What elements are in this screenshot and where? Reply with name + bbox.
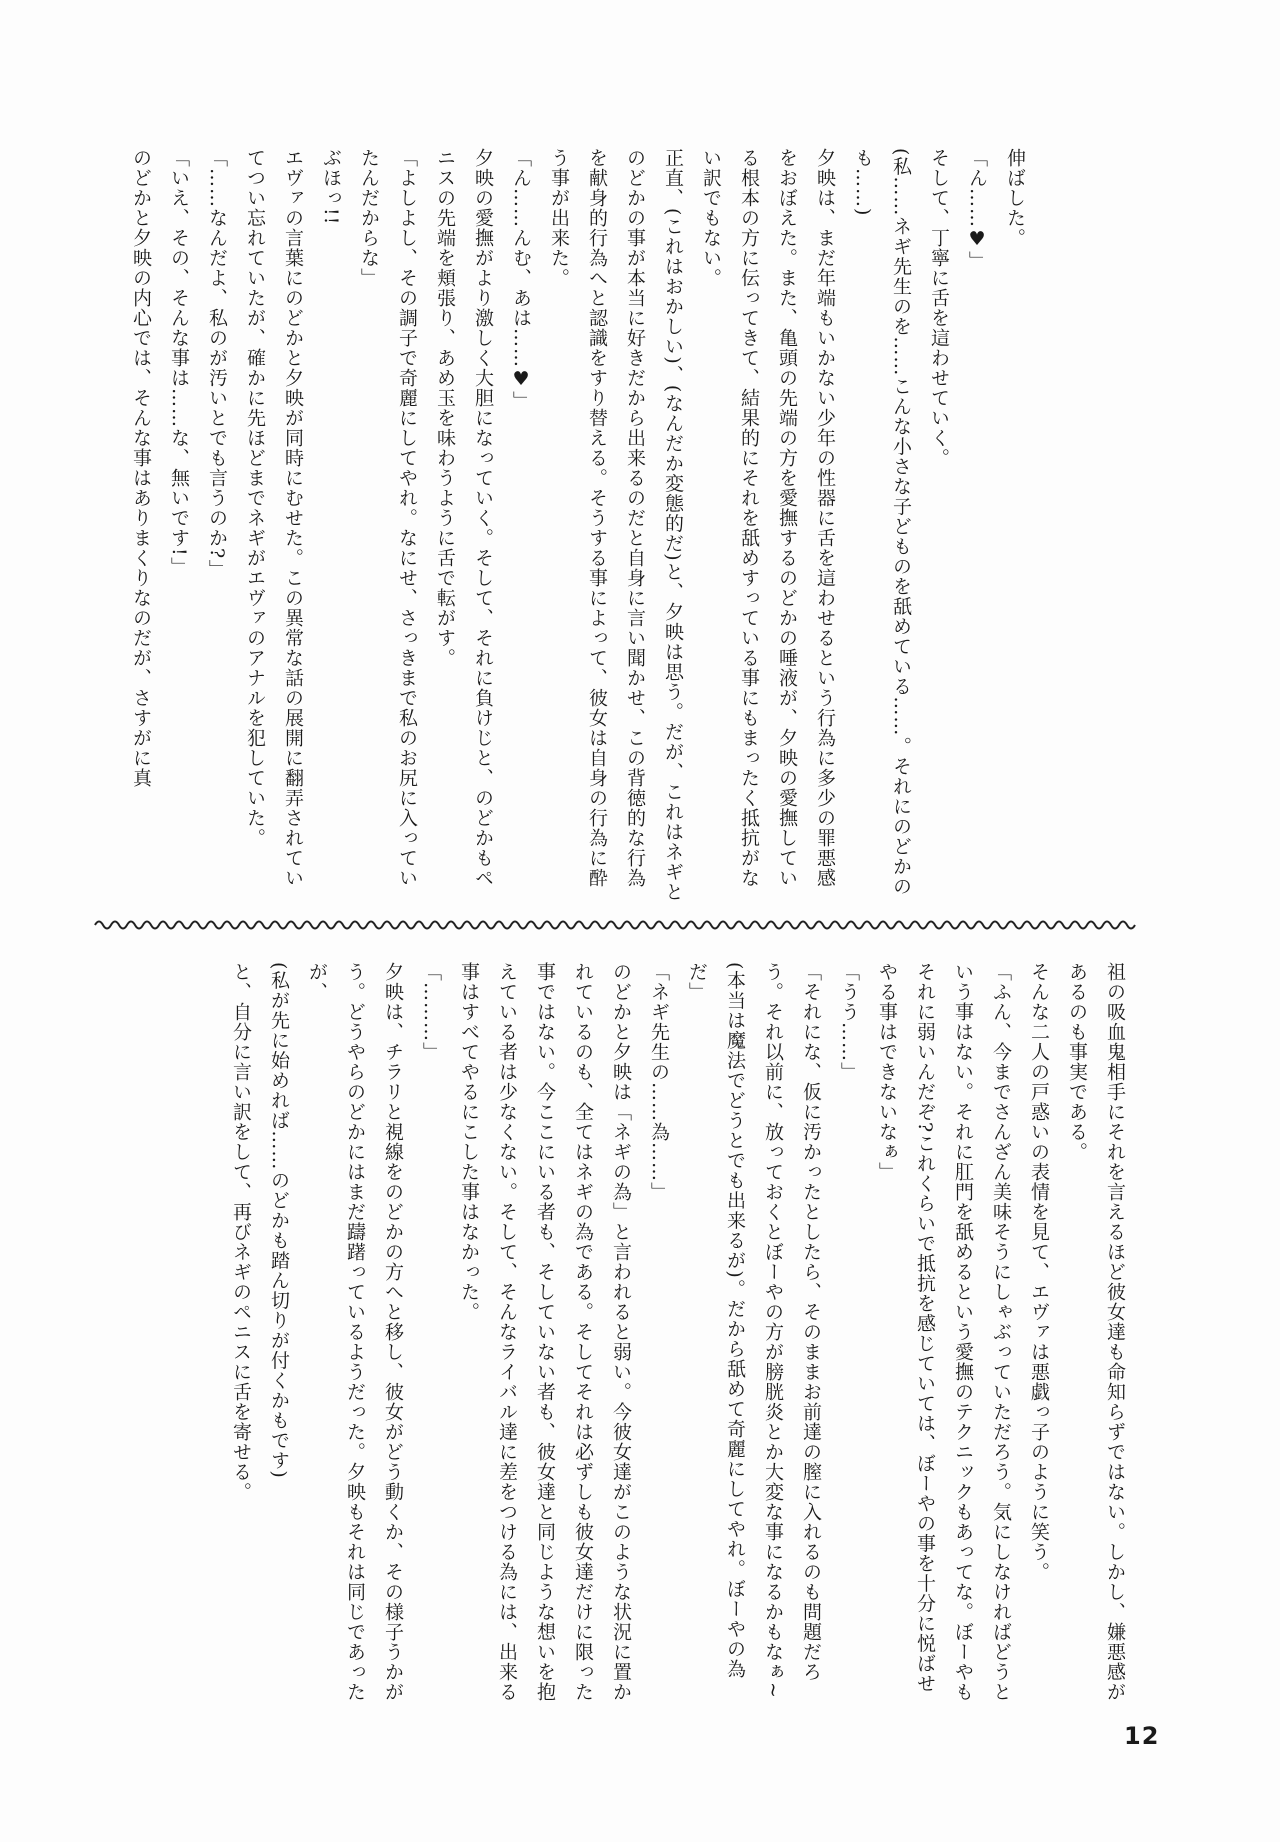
text-line: ぶほっ!! — [320, 148, 342, 226]
text-line: 「………」 — [420, 962, 442, 1062]
text-line: 「それにな、仮に汚かったとしたら、そのままお前達の膣に入れるのも問題だろう。それ以前に、放っておくとぼーやの方が膀胱炎とか大変な事になるかもなぁ~(本当は魔法でどうとでも出来るが)。だから舐めて奇麗にしてやれ。ぼーやの為だ」 — [686, 962, 822, 1699]
lower-text-block — [214, 962, 1134, 1702]
text-line: 夕映の愛撫がより激しく大胆になっていく。そして、それに負けじと、のどかもペニスの先端を頬張り、あめ玉を味わうように舌で転がす。 — [434, 148, 494, 888]
wavy-divider-line — [95, 922, 1135, 929]
text-line: そして、丁寧に舌を這わせていく。 — [928, 148, 950, 468]
text-line: 夕映は、まだ年端もいかない少年の性器に舌を這わせるという行為に多少の罪悪感をおぼえた。また、亀頭の先端の方を愛撫するのどかの唾液が、夕映の愛撫している根本の方に伝ってきて、結果的にそれを舐めすっている事にもまったく抵抗がない訳でもない。 — [700, 148, 836, 888]
text-line: 「ん……♥」 — [966, 148, 988, 271]
text-line: 正直、(これはおかしい)、(なんだか変態的だ)と、夕映は思う。だが、これはネギとのどかの事が本当に好きだから出来るのだと自身に言い聞かせ、この背徳的な行為を献身的行為へと認識をすり替える。そうする事によって、彼女は自身の行為に酔う事が出来た。 — [548, 148, 684, 902]
text-line: 「よしよし、その調子で奇麗にしてやれ。なにせ、さっきまで私のお尻に入っていたんだからな」 — [358, 148, 418, 888]
text-line: そんな二人の戸惑いの表情を見て、エヴァは悪戯っ子のように笑う。 — [1028, 962, 1050, 1582]
text-line: 伸ばした。 — [1004, 148, 1026, 248]
page-number: 12 — [1124, 1722, 1160, 1750]
text-line: 「ふん、今までさんざん美味そうにしゃぶっていただろう。気にしなければどうという事はない。それに肛門を舐めるという愛撫のテクニックもあってな。ぼーやもそれに弱いんだぞ?これくらいで抵抗を感じていては、ぼーやの事を十分に悦ばせやる事はできないなぁ」 — [876, 962, 1012, 1702]
text-line: エヴァの言葉にのどかと夕映が同時にむせた。この異常な話の展開に翻弄されていてつい忘れていたが、確かに先ほどまでネギがエヴァのアナルを犯していた。 — [244, 148, 304, 888]
text-line: 祖の吸血鬼相手にそれを言えるほど彼女達も命知らずではない。しかし、嫌悪感があるのも事実である。 — [1066, 962, 1126, 1702]
text-line: 夕映は、チラリと視線をのどかの方へと移し、彼女がどう動くか、その様子うかがう。どうやらのどかにはまだ躊躇っているようだった。夕映もそれは同じであったが、 — [306, 962, 404, 1702]
text-line: 「いえ、その、そんな事は……な、無いです!」 — [168, 148, 190, 577]
text-line: と、自分に言い訳をして、再びネギのペニスに舌を寄せる。 — [230, 962, 252, 1502]
text-line: 「ん……んむ、あは……♥」 — [510, 148, 532, 411]
wavy-divider — [95, 916, 1135, 934]
text-line: (私が先に始めれば……のどかも踏ん切りが付くかもです) — [268, 962, 290, 1479]
text-line: 「うう……」 — [838, 962, 860, 1082]
text-line: のどかと夕映は「ネギの為」と言われると弱い。今彼女達がこのような状況に置かれているのも、全てはネギの為である。そしてそれは必ずしも彼女達だけに限った事ではない。今ここにいる者も、そしていない者も、彼女達と同じような想いを抱えている者は少なくない。そして、そんなライバル達に差をつける為には、出来る事はすべてやるにこした事はなかった。 — [458, 962, 632, 1702]
text-line: のどかと夕映の内心では、そんな事はありまくりなのだが、さすがに真 — [130, 148, 152, 788]
text-line: 「……なんだよ、私のが汚いとでも言うのか?」 — [206, 148, 228, 580]
upper-text-block — [130, 148, 1034, 903]
text-line: 「ネギ先生の……為……」 — [648, 962, 670, 1202]
text-line: (私……ネギ先生のを……こんな小さな子どものを舐めている……。それにのどかのも……) — [852, 148, 912, 897]
